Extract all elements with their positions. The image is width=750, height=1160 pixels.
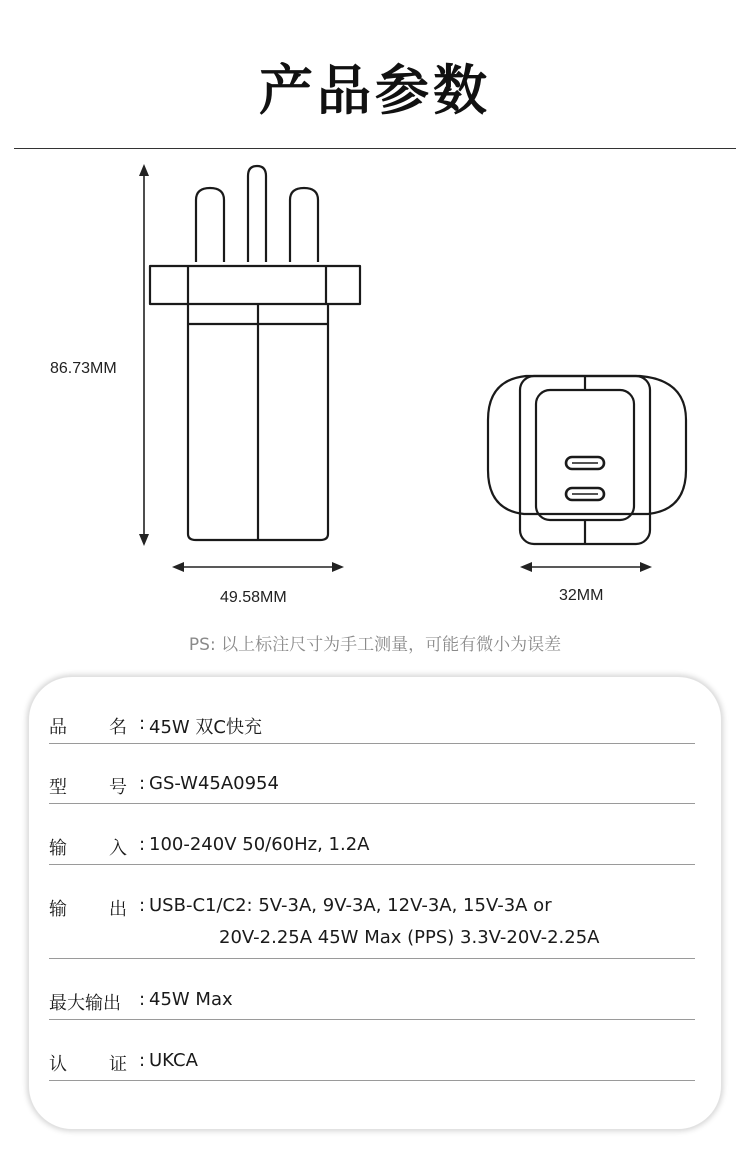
- spec-row-input: 输 入 : 100-240V 50/60Hz, 1.2A: [49, 834, 695, 865]
- title-divider: [14, 148, 736, 149]
- front-pins: [196, 166, 318, 262]
- spec-value-line2: 20V-2.25A 45W Max (PPS) 3.3V-20V-2.25A: [219, 927, 600, 948]
- spec-value: GS-W45A0954: [149, 773, 279, 794]
- side-body: [520, 376, 650, 544]
- spec-row-max-output: 最大输出 : 45W Max: [49, 989, 695, 1020]
- depth-dimension-label: 32MM: [559, 587, 604, 604]
- product-dimension-diagram: [0, 150, 750, 620]
- spec-label: 认 证: [49, 1054, 127, 1075]
- spec-row-output: 输 出 : USB-C1/C2: 5V-3A, 9V-3A, 12V-3A, 15V-3A or 20V-2.25A 45W Max (PPS) 3.3V-20V-2.25A: [49, 895, 695, 959]
- spec-value: USB-C1/C2: 5V-3A, 9V-3A, 12V-3A, 15V-3A or: [149, 895, 552, 916]
- spec-card: [28, 676, 722, 1130]
- spec-value: UKCA: [149, 1050, 198, 1071]
- spec-label: 最大输出: [49, 993, 121, 1014]
- front-flange: [150, 266, 360, 304]
- spec-label: 品 名: [49, 717, 127, 738]
- width-dimension-label: 49.58MM: [220, 589, 287, 606]
- page-title: 产品参数: [259, 59, 491, 122]
- spec-value: 100-240V 50/60Hz, 1.2A: [149, 834, 370, 855]
- spec-row-name: 品 名 : 45W 双C快充: [49, 713, 695, 744]
- spec-label: 输 出: [49, 899, 127, 920]
- spec-value: 45W 双C快充: [149, 717, 262, 738]
- measurement-note: PS: 以上标注尺寸为手工测量，可能有微小为误差: [188, 635, 562, 655]
- spec-value: 45W Max: [149, 989, 233, 1010]
- spec-label: 输 入: [49, 838, 127, 859]
- spec-row-model: 型 号 : GS-W45A0954: [49, 773, 695, 804]
- spec-label: 型 号: [49, 777, 127, 798]
- spec-row-certification: 认 证 : UKCA: [49, 1050, 695, 1081]
- height-dimension-label: 86.73MM: [50, 360, 117, 377]
